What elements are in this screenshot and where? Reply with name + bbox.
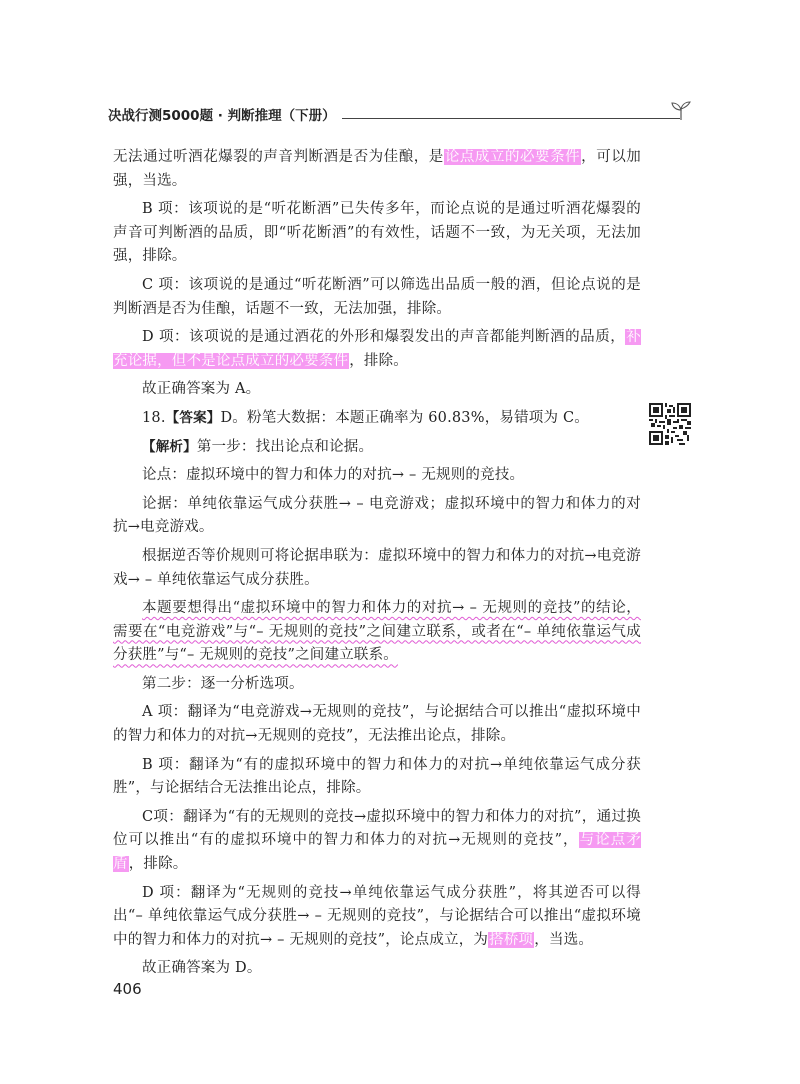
paragraph-p4: 故正确答案为 A。 [142,381,261,398]
paragraph-p14: C项：翻译为“有的无规则的竞技→虚拟环境中的智力和体力的对抗”，通过换位可以推出“有的虚拟环境中的智力和体力的对抗→无规则的竞技”，与论点矛盾，排除。 [113,808,641,873]
paragraph-p2: C 项：该项说的是通过“听花断酒”可以筛选出品质一般的酒，但论点说的是判断酒是否为佳酿，话题不一致，无法加强，排除。 [113,276,641,317]
paragraph-p13: B 项：翻译为“有的虚拟环境中的智力和体力的对抗→单纯依靠运气成分获胜”，与论据结合无法推出论点，排除。 [113,756,641,797]
sprout-icon [670,100,692,122]
running-header [108,106,688,128]
paragraph-p8: 论据：单纯依靠运气成分获胜→ – 电竞游戏；虚拟环境中的智力和体力的对抗→电竞游戏。 [113,495,641,536]
paragraph-p10 [113,597,641,668]
highlighted-phrase: 补充论据，但不是论点成立的必要条件 [113,329,641,369]
page-number: 406 [113,980,142,998]
paragraph-p9: 根据逆否等价规则可将论据串联为：虚拟环境中的智力和体力的对抗→电竞游戏→ – 单纯依靠运气成分获胜。 [113,547,641,588]
paragraph-p6: 【解析】第一步：找出论点和论据。 [142,438,374,455]
highlighted-phrase: 与论点矛盾 [113,832,641,873]
paragraph-p0: 无法通过听酒花爆裂的声音判断酒是否为佳酿，是论点成立的必要条件，可以加强，当选。 [113,149,641,189]
highlighted-phrase: 论点成立的必要条件 [444,149,581,165]
paragraph-p7: 论点：虚拟环境中的智力和体力的对抗→ – 无规则的竞技。 [142,467,525,484]
section-marker: 【解析】 [142,438,197,455]
qr-code-icon[interactable] [649,403,691,445]
paragraph-p15: D 项：翻译为“无规则的竞技→单纯依靠运气成分获胜”，将其逆否可以得出“– 单纯依靠运气成分获胜→ – 无规则的竞技”，与论据结合可以推出“虚拟环境中的智力和体力的对抗→ – 无规则的竞技”，论点成立，为搭桥项，当选。 [113,884,641,948]
paragraph-p1: B 项：该项说的是“听花断酒”已失传多年，而论点说的是通过听酒花爆裂的声音可判断酒的品质，即“听花断酒”的有效性，话题不一致，为无关项，无法加强，排除。 [113,201,641,265]
paragraph-p11: 第二步：逐一分析选项。 [142,675,304,692]
paragraph-p12: A 项：翻译为“电竞游戏→无规则的竞技”，与论据结合可以推出“虚拟环境中的智力和体力的对抗→无规则的竞技”，无法推出论点，排除。 [113,704,641,745]
header-title: 决战行测5000题 · 判断推理（下册） [108,106,342,126]
highlighted-phrase: 搭桥项 [489,931,534,948]
section-marker: 【答案】 [165,409,221,426]
paragraph-p3: D 项：该项说的是通过酒花的外形和爆裂发出的声音都能判断酒的品质，补充论据，但不是论点成立的必要条件，排除。 [113,329,641,369]
wavy-underlined-passage: 本题要想得出“虚拟环境中的智力和体力的对抗→ – 无规则的竞技”的结论，需要在“电竞游戏”与“– 无规则的竞技”之间建立联系，或者在“– 单纯依靠运气成分获胜”与“– 无规则的竞技”之间建立联系。 [113,600,641,664]
paragraph-p16: 故正确答案为 D。 [142,960,262,977]
explanation-body [113,146,641,986]
paragraph-p5: 18.【答案】D。粉笔大数据：本题正确率为 60.83%，易错项为 C。 [142,409,590,426]
